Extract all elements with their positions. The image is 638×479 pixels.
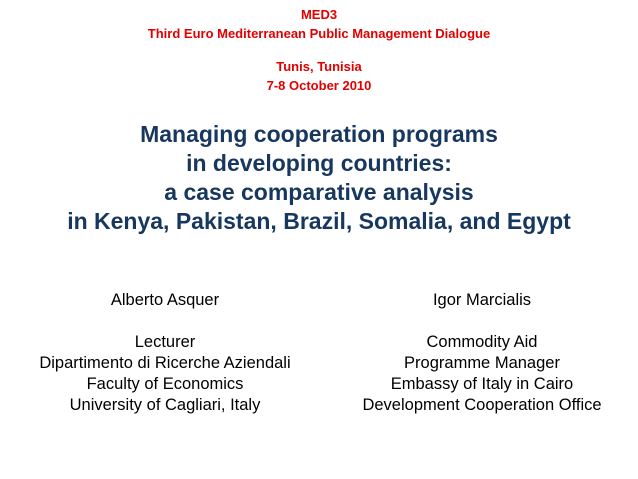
author-unit: Embassy of Italy in Cairo: [390, 375, 574, 393]
event-dates: 7-8 October 2010: [266, 78, 372, 93]
event-name: MED3: [300, 7, 338, 22]
conference-header: [0, 5, 638, 95]
author-department: Dipartimento di Ricerche Aziendali: [39, 354, 291, 372]
title-line-4: in Kenya, Pakistan, Brazil, Somalia, and Egypt: [67, 208, 571, 234]
author-organization: University of Cagliari, Italy: [69, 396, 261, 414]
title-line-1: Managing cooperation programs: [140, 121, 498, 147]
author-role: Lecturer: [134, 333, 196, 351]
presentation-title: [0, 120, 638, 236]
title-line-2: in developing countries:: [186, 150, 452, 176]
title-line-3: a case comparative analysis: [164, 179, 474, 205]
author-unit: Faculty of Economics: [86, 375, 244, 393]
author-department: Programme Manager: [404, 354, 560, 372]
author-name: Igor Marcialis: [432, 291, 532, 309]
author-role: Commodity Aid: [426, 333, 538, 351]
author-name: Alberto Asquer: [110, 291, 220, 309]
dialogue-name: Third Euro Mediterranean Public Management Dialogue: [147, 26, 491, 41]
author-organization: Development Cooperation Office: [362, 396, 602, 414]
event-location: Tunis, Tunisia: [276, 59, 362, 74]
author-block-marcialis: [326, 290, 638, 416]
author-block-asquer: [0, 290, 330, 416]
